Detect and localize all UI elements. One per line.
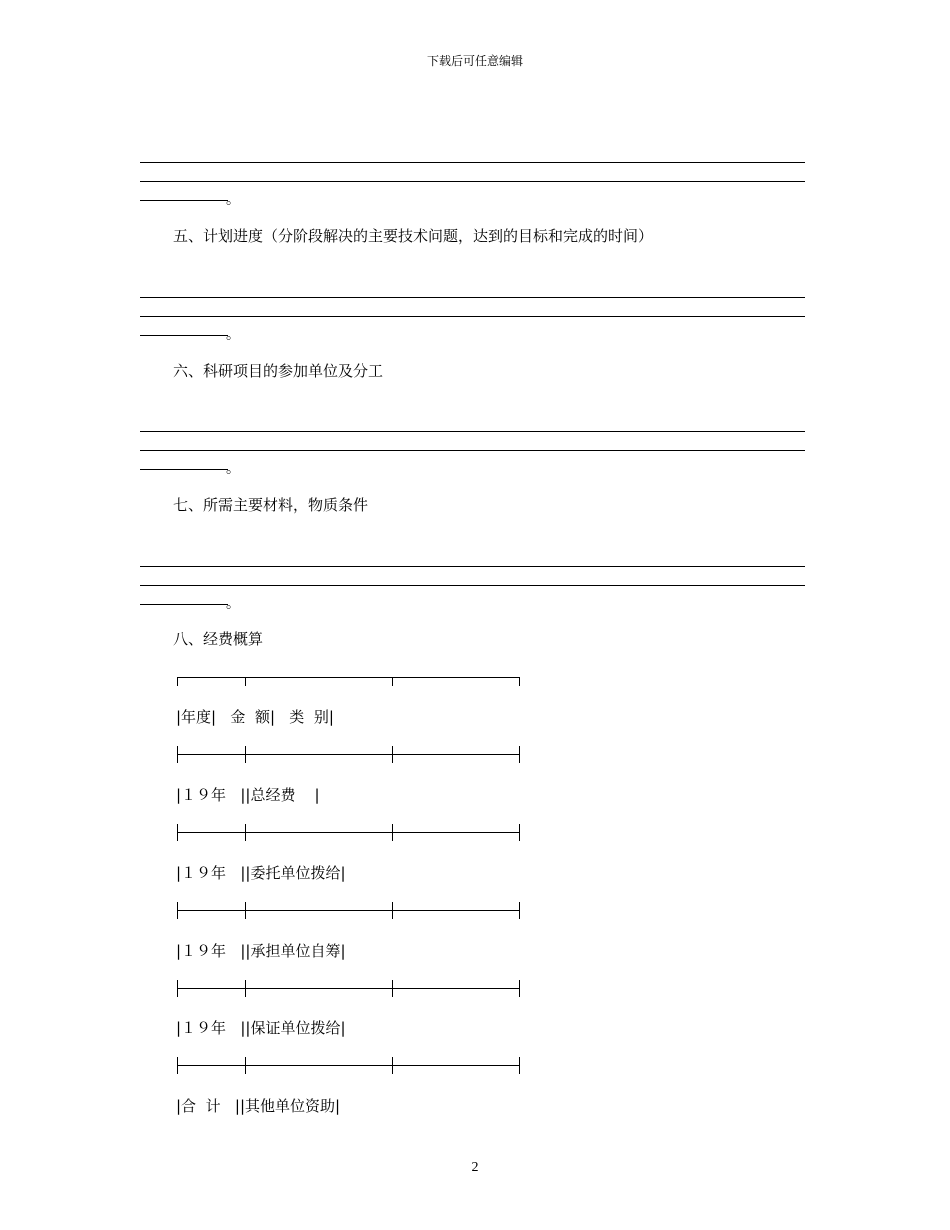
table-row: |１９年 ||承担单位自筹| <box>176 942 346 960</box>
table-border-tick <box>392 824 393 841</box>
blank-line <box>140 431 805 432</box>
table-border-tick <box>519 677 520 686</box>
table-separator <box>177 910 520 911</box>
section-heading-8: 八、经费概算 <box>173 630 264 648</box>
blank-period: 。 <box>226 596 240 612</box>
page-header: 下载后可任意编辑 <box>426 54 523 68</box>
table-row: |１９年 ||总经费 | <box>176 786 320 804</box>
blank-line <box>140 450 805 451</box>
table-border-tick <box>519 980 520 997</box>
table-header-row: |年度| 金 额| 类 别| <box>176 708 334 726</box>
table-row: |１９年 ||保证单位拨给| <box>176 1019 346 1037</box>
section-heading-5: 五、计划进度（分阶段解决的主要技术问题，达到的目标和完成的时间） <box>173 227 654 245</box>
table-border-tick <box>392 980 393 997</box>
table-border-tick <box>177 1057 178 1074</box>
table-border-top <box>177 677 520 678</box>
table-border-tick <box>519 824 520 841</box>
table-border-tick <box>245 980 246 997</box>
blank-line-short <box>140 200 228 201</box>
table-border-tick <box>519 902 520 919</box>
blank-line-short <box>140 604 228 605</box>
blank-line <box>140 316 805 317</box>
table-border-tick <box>245 1057 246 1074</box>
blank-line <box>140 297 805 298</box>
section-heading-6: 六、科研项目的参加单位及分工 <box>173 362 384 380</box>
table-border-tick <box>177 824 178 841</box>
table-row: |合 计 ||其他单位资助| <box>176 1097 341 1115</box>
table-border-tick <box>392 677 393 686</box>
table-border-tick <box>392 902 393 919</box>
table-border-tick <box>177 980 178 997</box>
blank-line <box>140 181 805 182</box>
table-border-tick <box>245 677 246 686</box>
table-separator <box>177 988 520 989</box>
table-row: |１９年 ||委托单位拨给| <box>176 864 346 882</box>
table-border-tick <box>392 746 393 763</box>
blank-line-short <box>140 469 228 470</box>
page-number: 2 <box>471 1160 479 1175</box>
blank-line <box>140 162 805 163</box>
blank-period: 。 <box>226 192 240 208</box>
table-border-tick <box>245 824 246 841</box>
table-border-tick <box>177 746 178 763</box>
blank-period: 。 <box>226 327 240 343</box>
blank-line-short <box>140 335 228 336</box>
table-separator <box>177 832 520 833</box>
table-border-tick <box>245 902 246 919</box>
table-separator <box>177 1065 520 1066</box>
blank-line <box>140 566 805 567</box>
table-border-tick <box>177 902 178 919</box>
section-heading-7: 七、所需主要材料，物质条件 <box>173 496 369 514</box>
table-separator <box>177 754 520 755</box>
table-border-tick <box>519 746 520 763</box>
blank-line <box>140 585 805 586</box>
table-border-tick <box>392 1057 393 1074</box>
table-border-tick <box>245 746 246 763</box>
table-border-tick <box>177 677 178 686</box>
blank-period: 。 <box>226 461 240 477</box>
table-border-tick <box>519 1057 520 1074</box>
